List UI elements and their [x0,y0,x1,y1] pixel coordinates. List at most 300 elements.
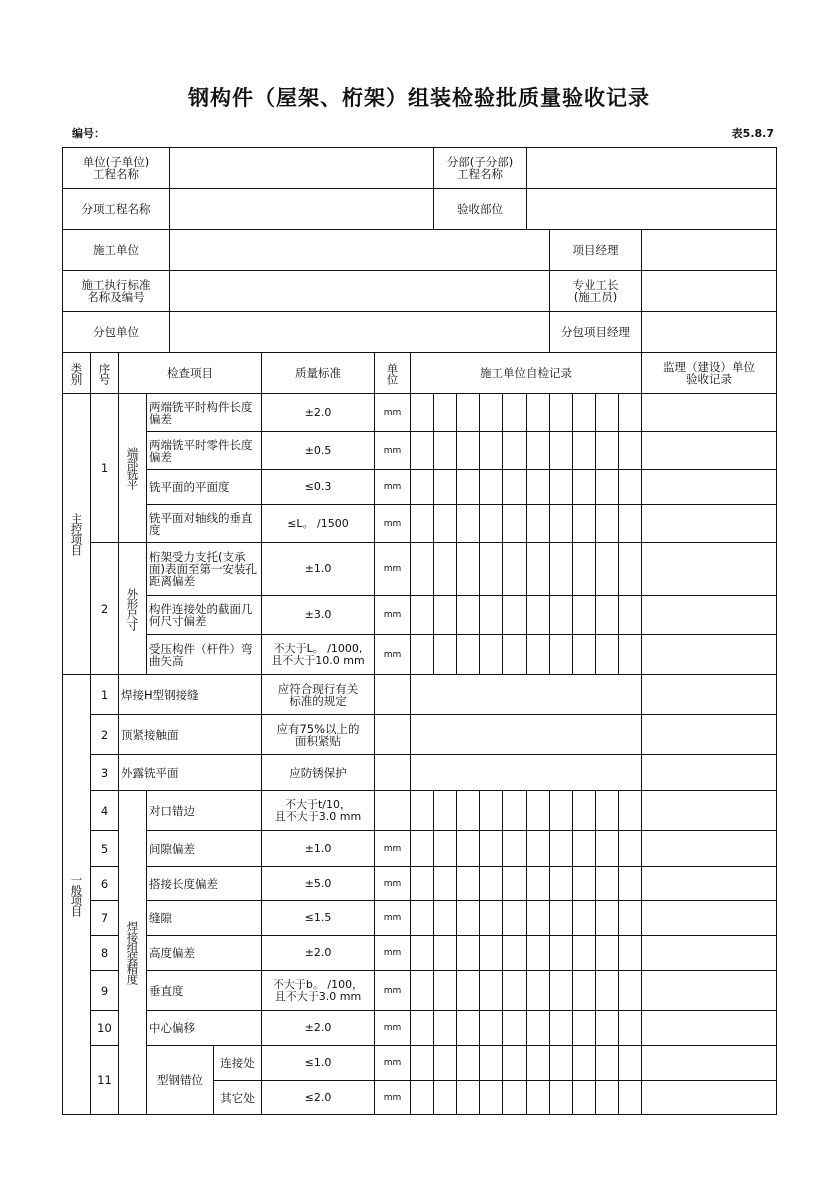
quality-standard-text: 应防锈保护 [289,765,347,780]
quality-standard [261,830,375,867]
self-check-cell[interactable] [618,542,642,596]
check-item [146,866,262,901]
self-check-cell[interactable] [572,790,596,831]
self-check-cell[interactable] [595,866,619,901]
self-check-cell[interactable] [549,866,573,901]
quality-standard [261,542,375,596]
self-check-cell[interactable] [572,431,596,470]
self-check-cell[interactable] [572,542,596,596]
self-check-cell[interactable] [410,1010,434,1046]
self-check-cell[interactable] [595,469,619,505]
self-check-cell[interactable] [595,830,619,867]
self-check-cell[interactable] [456,504,480,543]
self-check-cell[interactable] [433,542,457,596]
self-check-cell[interactable] [595,900,619,936]
self-check-cell[interactable] [502,866,527,901]
check-item-text: 焊接H型钢接缝 [121,687,199,702]
self-check-cell[interactable] [410,1045,434,1081]
col-category [62,352,91,394]
supervision-cell[interactable] [641,1010,777,1046]
self-check-cell[interactable] [433,866,457,901]
check-item [118,674,262,715]
check-item [118,714,262,755]
self-check-cell[interactable] [433,790,457,831]
label-unit-project-name [62,147,170,189]
self-check-cell[interactable] [502,504,527,543]
self-check-cell[interactable] [572,970,596,1011]
unit-text: mm [383,878,402,889]
self-check-cell[interactable] [549,830,573,867]
unit-text: mm [383,913,402,923]
col-unit [374,352,411,394]
supervision-cell[interactable] [641,634,777,675]
supervision-cell[interactable] [641,674,777,715]
unit-text: mm [383,1023,402,1033]
self-check-cell[interactable] [479,830,503,867]
quality-standard [261,935,375,971]
seq-number-text: 10 [97,1021,112,1035]
self-check-cell[interactable] [572,1010,596,1046]
unit [374,714,411,755]
self-check-cell[interactable] [618,970,642,1011]
quality-standard-text: ±3.0 [304,608,332,621]
self-check-cell[interactable] [526,431,550,470]
self-check-cell[interactable] [549,595,573,635]
self-check-cell[interactable] [526,393,550,432]
self-check-cell[interactable] [549,1080,573,1115]
supervision-cell[interactable] [641,1080,777,1115]
supervision-cell[interactable] [641,504,777,543]
self-check-cell[interactable] [618,866,642,901]
seq-number [90,542,119,675]
seq-number-text: 7 [100,911,109,925]
supervision-cell[interactable] [641,595,777,635]
self-check-cell[interactable] [479,431,503,470]
seq-number [90,714,119,755]
self-check-cell[interactable] [595,1080,619,1115]
check-item [146,830,262,867]
self-check-cell[interactable] [456,542,480,596]
self-check-cell[interactable] [549,1010,573,1046]
self-check-cell[interactable] [502,431,527,470]
col-seq [90,352,119,394]
seq-number-text: 3 [100,765,109,780]
self-check-cell[interactable] [456,393,480,432]
check-item [146,970,262,1011]
self-check-cell[interactable] [618,634,642,675]
self-check-cell[interactable] [502,935,527,971]
seq-number [90,900,119,936]
self-check-cell[interactable] [526,542,550,596]
label-sub-division-name-text: 分部(子分部) 工程名称 [446,155,514,181]
quality-standard [261,595,375,635]
unit [374,900,411,936]
seq-number-text: 9 [100,983,109,998]
col-supervision [641,352,777,394]
self-check-cell[interactable] [479,790,503,831]
sub-category-text: 端部铣平 [125,447,140,489]
self-check-cell[interactable] [479,866,503,901]
col-unit-text: 单位 [385,362,400,384]
self-check-cell[interactable] [618,1010,642,1046]
self-check-cell[interactable] [595,431,619,470]
self-check-cell[interactable] [526,634,550,675]
foreman-field[interactable] [641,270,777,312]
self-check-cell[interactable] [410,935,434,971]
self-check-cell[interactable] [456,900,480,936]
self-check-cell[interactable] [410,504,434,543]
seq-number [90,970,119,1011]
self-check-cell[interactable] [433,1045,457,1081]
label-foreman-text: 专业工长 (施工员) [572,278,619,304]
self-check-cell[interactable] [502,1045,527,1081]
construction-unit-field[interactable] [169,229,550,271]
self-check-merged-cell[interactable] [410,754,642,791]
check-item-text: 垂直度 [149,983,184,998]
self-check-cell[interactable] [526,469,550,505]
unit [374,970,411,1011]
sub-category-text: 外形尺寸 [125,587,140,630]
self-check-cell[interactable] [572,634,596,675]
unit [374,393,411,432]
self-check-cell[interactable] [572,1045,596,1081]
self-check-cell[interactable] [526,1080,550,1115]
quality-standard-text: ±0.5 [304,443,332,457]
self-check-cell[interactable] [618,935,642,971]
self-check-cell[interactable] [549,790,573,831]
project-manager-field[interactable] [641,229,777,271]
col-check-item [118,352,262,394]
unit [374,790,411,831]
self-check-cell[interactable] [595,504,619,543]
check-item [146,634,262,675]
self-check-cell[interactable] [595,790,619,831]
self-check-cell[interactable] [456,866,480,901]
self-check-cell[interactable] [572,900,596,936]
self-check-cell[interactable] [502,469,527,505]
unit [374,431,411,470]
check-item-text: 两端铣平时零件长度偏差 [149,437,253,464]
self-check-cell[interactable] [618,595,642,635]
acceptance-part-field[interactable] [526,188,777,230]
self-check-cell[interactable] [549,469,573,505]
supervision-cell[interactable] [641,393,777,432]
unit-text: mm [383,1092,402,1103]
supervision-cell[interactable] [641,866,777,901]
quality-standard-text: ≤1.5 [304,911,332,924]
self-check-cell[interactable] [502,790,527,831]
self-check-cell[interactable] [479,935,503,971]
unit-text: mm [383,518,402,529]
self-check-cell[interactable] [618,1080,642,1115]
quality-standard-text: ≤1.0 [304,1056,332,1069]
self-check-cell[interactable] [618,393,642,432]
self-check-cell[interactable] [572,866,596,901]
seq-number [90,1045,119,1115]
quality-standard-text: 应有75%以上的 面积紧贴 [276,721,360,748]
self-check-cell[interactable] [456,970,480,1011]
self-check-cell[interactable] [526,866,550,901]
self-check-cell[interactable] [526,830,550,867]
self-check-cell[interactable] [618,830,642,867]
self-check-cell[interactable] [456,1045,480,1081]
quality-standard-text: 不大于L。 /1000, 且不大于10.0 mm [271,641,365,667]
self-check-cell[interactable] [526,970,550,1011]
subcontract-unit-field[interactable] [169,311,550,353]
self-check-cell[interactable] [526,504,550,543]
self-check-cell[interactable] [618,900,642,936]
self-check-cell[interactable] [410,595,434,635]
label-acceptance-part-text: 验收部位 [457,202,503,216]
quality-standard [261,866,375,901]
self-check-cell[interactable] [526,1010,550,1046]
supervision-cell[interactable] [641,790,777,831]
self-check-cell[interactable] [502,393,527,432]
self-check-cell[interactable] [526,790,550,831]
self-check-cell[interactable] [572,935,596,971]
check-item-text: 缝隙 [149,911,172,925]
quality-standard-text: ≤2.0 [304,1090,332,1104]
self-check-cell[interactable] [479,634,503,675]
check-sub-item-text: 连接处 [220,1056,255,1070]
self-check-merged-cell[interactable] [410,714,642,755]
check-item-text: 中心偏移 [149,1021,195,1035]
self-check-cell[interactable] [502,830,527,867]
self-check-cell[interactable] [433,970,457,1011]
unit-project-name-field[interactable] [169,147,434,189]
self-check-cell[interactable] [618,1045,642,1081]
seq-number [90,674,119,715]
self-check-cell[interactable] [595,1045,619,1081]
seq-number [90,866,119,901]
self-check-cell[interactable] [433,1010,457,1046]
col-category-text: 类别 [69,362,84,384]
self-check-cell[interactable] [456,1080,480,1115]
self-check-cell[interactable] [433,634,457,675]
self-check-cell[interactable] [479,504,503,543]
self-check-cell[interactable] [456,790,480,831]
self-check-cell[interactable] [526,1045,550,1081]
self-check-cell[interactable] [618,469,642,505]
col-self-check [410,352,642,394]
self-check-cell[interactable] [456,595,480,635]
check-item-text: 间隙偏差 [149,841,195,856]
quality-standard-text: ±1.0 [304,562,332,575]
self-check-cell[interactable] [502,1010,527,1046]
check-item-text: 桁架受力支托(支承面)表面至第一安装孔距离偏差 [149,550,257,588]
check-item [146,393,262,432]
check-item [146,595,262,635]
unit [374,1045,411,1081]
check-item-text: 两端铣平时构件长度偏差 [149,399,253,426]
supervision-cell[interactable] [641,830,777,867]
supervision-cell[interactable] [641,970,777,1011]
self-check-cell[interactable] [410,866,434,901]
unit [374,542,411,596]
self-check-cell[interactable] [433,469,457,505]
self-check-cell[interactable] [502,970,527,1011]
check-item [118,754,262,791]
self-check-merged-cell[interactable] [410,674,642,715]
self-check-cell[interactable] [572,595,596,635]
self-check-cell[interactable] [502,542,527,596]
self-check-cell[interactable] [526,595,550,635]
sub-category-text: 焊接组装精度 [125,921,140,984]
supervision-cell[interactable] [641,469,777,505]
self-check-cell[interactable] [456,469,480,505]
quality-standard [261,1045,375,1081]
self-check-cell[interactable] [410,393,434,432]
check-item [146,469,262,505]
self-check-cell[interactable] [479,970,503,1011]
self-check-cell[interactable] [595,595,619,635]
self-check-cell[interactable] [410,970,434,1011]
self-check-cell[interactable] [410,469,434,505]
self-check-cell[interactable] [526,900,550,936]
check-item [146,1010,262,1046]
self-check-cell[interactable] [410,542,434,596]
self-check-cell[interactable] [572,393,596,432]
supervision-cell[interactable] [641,431,777,470]
self-check-cell[interactable] [502,595,527,635]
self-check-cell[interactable] [549,634,573,675]
self-check-cell[interactable] [572,504,596,543]
supervision-cell[interactable] [641,542,777,596]
self-check-cell[interactable] [433,431,457,470]
self-check-cell[interactable] [410,790,434,831]
self-check-cell[interactable] [433,900,457,936]
self-check-cell[interactable] [618,790,642,831]
supervision-cell[interactable] [641,1045,777,1081]
self-check-cell[interactable] [572,830,596,867]
self-check-cell[interactable] [433,504,457,543]
unit-text: mm [383,407,402,418]
self-check-cell[interactable] [433,935,457,971]
self-check-cell[interactable] [410,1080,434,1115]
self-check-cell[interactable] [410,634,434,675]
self-check-cell[interactable] [549,431,573,470]
check-item-text: 铣平面的平面度 [149,480,230,494]
self-check-cell[interactable] [595,393,619,432]
self-check-cell[interactable] [410,830,434,867]
self-check-cell[interactable] [456,634,480,675]
check-item-text: 高度偏差 [149,946,195,960]
self-check-cell[interactable] [479,393,503,432]
quality-standard-text: ±1.0 [304,841,332,855]
self-check-cell[interactable] [479,595,503,635]
self-check-cell[interactable] [595,1010,619,1046]
self-check-cell[interactable] [549,504,573,543]
self-check-cell[interactable] [433,1080,457,1115]
self-check-cell[interactable] [479,542,503,596]
self-check-cell[interactable] [502,1080,527,1115]
self-check-cell[interactable] [479,1045,503,1081]
self-check-cell[interactable] [456,935,480,971]
subcontract-manager-field[interactable] [641,311,777,353]
unit [374,754,411,791]
self-check-cell[interactable] [549,970,573,1011]
col-quality-standard-text: 质量标准 [295,366,341,380]
label-unit-project-name-text: 单位(子单位) 工程名称 [82,155,150,181]
self-check-cell[interactable] [549,542,573,596]
supervision-cell[interactable] [641,714,777,755]
self-check-cell[interactable] [456,1010,480,1046]
self-check-cell[interactable] [410,431,434,470]
self-check-cell[interactable] [502,634,527,675]
quality-standard-text: 不大于t/10， 且不大于3.0 mm [274,797,362,823]
category-general [62,674,91,1115]
self-check-cell[interactable] [479,469,503,505]
page-title: 钢构件（屋架、桁架）组装检验批质量验收记录 [188,86,650,110]
self-check-cell[interactable] [479,1080,503,1115]
self-check-cell[interactable] [456,431,480,470]
self-check-cell[interactable] [549,900,573,936]
self-check-cell[interactable] [549,393,573,432]
standard-name-no-field[interactable] [169,270,550,312]
self-check-cell[interactable] [572,1080,596,1115]
seq-number-text: 1 [100,687,109,702]
unit-text: mm [383,564,402,574]
self-check-cell[interactable] [433,393,457,432]
sub-item-name-field[interactable] [169,188,434,230]
self-check-cell[interactable] [526,935,550,971]
check-item-text: 对口错边 [149,803,195,818]
self-check-cell[interactable] [456,830,480,867]
unit [374,830,411,867]
supervision-cell[interactable] [641,900,777,936]
supervision-cell[interactable] [641,935,777,971]
self-check-cell[interactable] [549,1045,573,1081]
self-check-cell[interactable] [479,900,503,936]
self-check-cell[interactable] [433,830,457,867]
quality-standard-text: 应符合现行有关 标准的规定 [277,681,359,708]
self-check-cell[interactable] [618,431,642,470]
self-check-cell[interactable] [433,595,457,635]
table-number: 表5.8.7 [731,127,774,140]
self-check-cell[interactable] [502,900,527,936]
quality-standard [261,1010,375,1046]
self-check-cell[interactable] [618,504,642,543]
unit-text: mm [383,1058,402,1068]
supervision-cell[interactable] [641,754,777,791]
check-sub-item-text: 其它处 [220,1090,255,1105]
quality-standard-text: ±2.0 [304,946,332,959]
check-item-text: 外露铣平面 [121,765,179,780]
sub-category [118,542,147,675]
seq-number-text: 8 [100,946,109,960]
self-check-cell[interactable] [479,1010,503,1046]
self-check-cell[interactable] [595,634,619,675]
self-check-cell[interactable] [595,935,619,971]
unit-text: mm [383,445,402,456]
quality-standard [261,469,375,505]
self-check-cell[interactable] [572,469,596,505]
self-check-cell[interactable] [595,542,619,596]
self-check-cell[interactable] [410,900,434,936]
seq-number-text: 5 [100,841,109,856]
unit-text: mm [383,649,402,660]
seq-number-text: 2 [100,601,109,616]
self-check-cell[interactable] [595,970,619,1011]
quality-standard [261,674,375,715]
check-sub-item [213,1045,262,1081]
quality-standard [261,714,375,755]
sub-division-name-field[interactable] [526,147,777,189]
quality-standard [261,900,375,936]
unit-text: mm [383,843,402,854]
check-item [146,431,262,470]
self-check-cell[interactable] [549,935,573,971]
